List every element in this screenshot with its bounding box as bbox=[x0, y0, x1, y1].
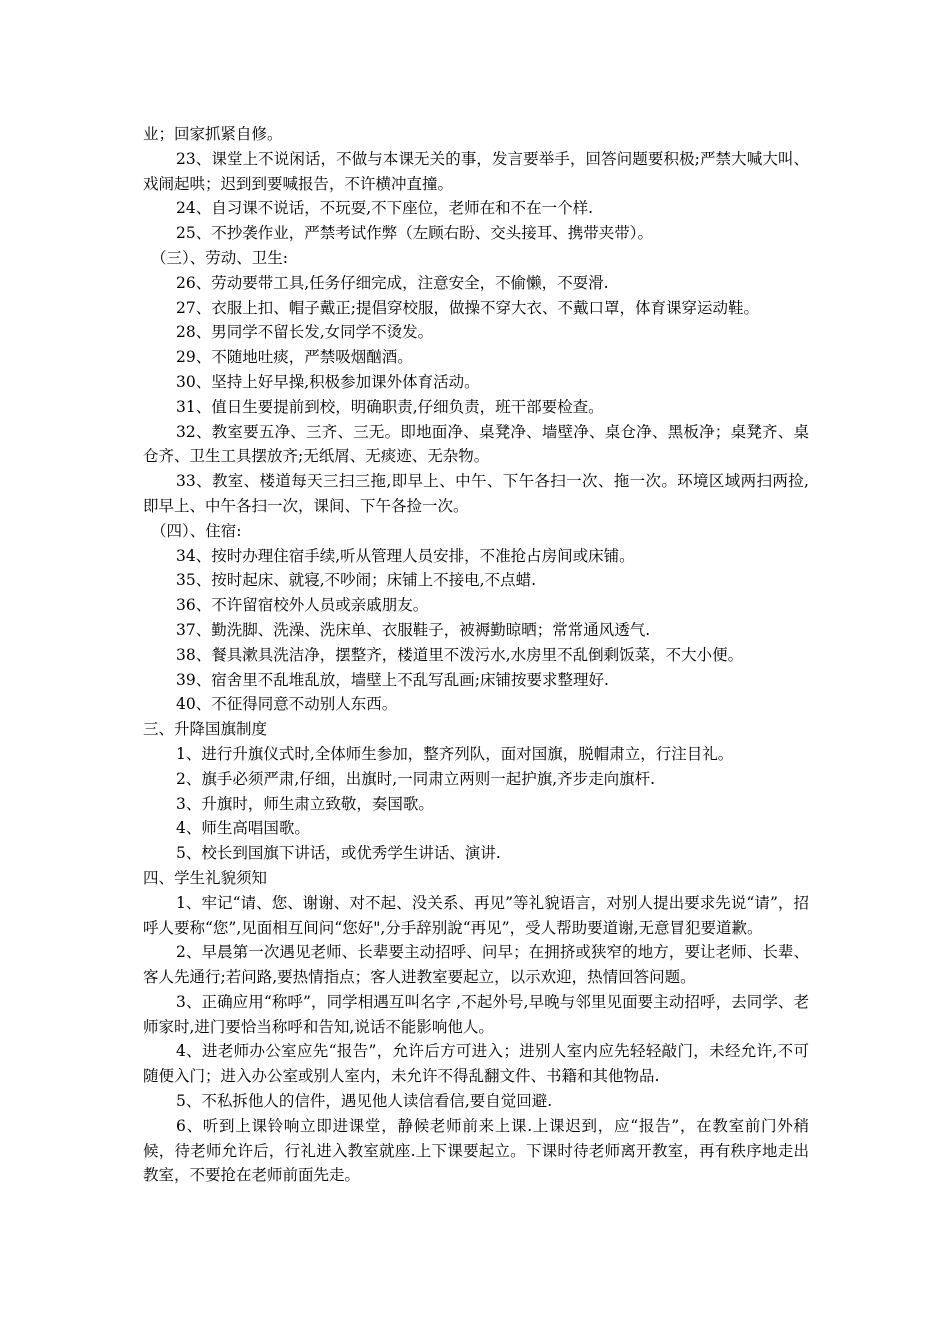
rule-paragraph: 24、自习课不说话，不玩耍,不下座位，老师在和不在一个样. bbox=[176, 199, 594, 218]
rule-paragraph: 38、餐具漱具洗洁净，摆整齐，楼道里不泼污水,水房里不乱倒剩饭菜，不大小便。 bbox=[176, 645, 744, 664]
rule-paragraph: 1、牢记“请、您、谢谢、对不起、没关系、再见”等礼貌语言，对别人提出要求先说“请”，招呼人要称“您”,见面相互间问“您好",分手辞别說“再见”，受人帮助要道谢,无意冒犯要道歉。 bbox=[143, 893, 809, 937]
rule-paragraph: 34、按时办理住宿手续,听从管理人员安排，不准抢占房间或床铺。 bbox=[176, 546, 635, 565]
rule-paragraph: 35、按时起床、就寝,不吵闹；床铺上不接电,不点蜡. bbox=[176, 571, 537, 590]
rule-paragraph: 27、衣服上扣、帽子戴正;提倡穿校服，做操不穿大衣、不戴口罩，体育课穿运动鞋。 bbox=[176, 298, 759, 317]
rule-paragraph: 4、师生高唱国歌。 bbox=[176, 819, 310, 838]
rule-paragraph: 25、不抄袭作业，严禁考试作弊（左顾右盼、交头接耳、携带夹带）。 bbox=[176, 224, 653, 243]
rule-paragraph: 5、校长到国旗下讲话，或优秀学生讲话、演讲. bbox=[176, 844, 501, 863]
subsection-heading: （四）、住宿: bbox=[151, 521, 242, 540]
rule-paragraph: 4、进老师办公室应先“报告”，允许后方可进入；进别人室内应先轻轻敲门，未经允许,不可随便入门；进入办公室或别人室内，未允许不得乱翻文件、书籍和其他物品. bbox=[143, 1042, 809, 1086]
subsection-heading: （三）、劳动、卫生: bbox=[151, 248, 288, 267]
rule-paragraph: 33、教室、楼道每天三扫三拖,即早上、中午、下午各扫一次、拖一次。环境区域两扫两捡,即早上、中午各扫一次，课间、下午各捡一次。 bbox=[143, 472, 809, 515]
rule-paragraph: 32、教室要五净、三齐、三无。即地面净、桌凳净、墙壁净、桌仓净、黑板净；桌凳齐、桌仓齐、卫生工具摆放齐;无纸屑、无痰迹、无杂物。 bbox=[143, 422, 809, 466]
rule-paragraph: 28、男同学不留长发,女同学不烫发。 bbox=[176, 323, 434, 342]
rule-paragraph: 29、不随地吐痰，严禁吸烟酗酒。 bbox=[176, 348, 413, 367]
rule-paragraph: 2、旗手必须严肃,仔细，出旗时,一同肃立两则一起护旗,齐步走向旗杆. bbox=[176, 769, 656, 788]
rule-paragraph: 2、早晨第一次遇见老师、长辈要主动招呼、问早；在拥挤或狭窄的地方，要让老师、长辈、客人先通行;若问路,要热情指点；客人进教室要起立，以示欢迎，热情回答问题。 bbox=[143, 943, 809, 987]
rule-paragraph: 40、不征得同意不动别人东西。 bbox=[176, 695, 398, 714]
rule-paragraph: 31、值日生要提前到校，明确职责,仔细负责，班干部要检查。 bbox=[176, 397, 604, 416]
document-body bbox=[143, 122, 809, 1188]
rule-paragraph: 5、不私拆他人的信件，遇见他人读信看信,要自觉回避. bbox=[176, 1092, 553, 1111]
section-text: 四、学生礼貌须知 bbox=[143, 868, 268, 887]
section-text: 三、升降国旗制度 bbox=[143, 720, 268, 739]
rule-paragraph: 39、宿舍里不乱堆乱放，墙壁上不乱写乱画;床铺按要求整理好. bbox=[176, 670, 609, 689]
rule-paragraph: 6、听到上课铃响立即进课堂，静候老师前来上课.上课迟到，应“报告”，在教室前门外稍候，待老师允许后，行礼进入教室就座.上下课要起立。下课时待老师离开教室，再有秩序地走出教室，不要抢在老师前面先走。 bbox=[143, 1116, 809, 1185]
rule-paragraph: 3、升旗时，师生肃立致敬，奏国歌。 bbox=[176, 794, 434, 813]
rule-paragraph: 26、劳动要带工具,任务仔细完成，注意安全，不偷懒，不耍滑. bbox=[176, 273, 609, 292]
rule-paragraph: 1、进行升旗仪式时,全体师生参加，整齐列队，面对国旗，脱帽肃立，行注目礼。 bbox=[176, 744, 734, 763]
rule-paragraph: 37、勤洗脚、洗澡、洗床单、衣服鞋子，被褥勤晾晒；常常通风透气. bbox=[176, 620, 651, 639]
rule-paragraph: 23、课堂上不说闲话，不做与本课无关的事，发言要举手，回答问题要积极;严禁大喊大叫、戏闹起哄；迟到到要喊报告，不许横冲直撞。 bbox=[143, 149, 809, 193]
rule-paragraph: 3、正确应用“称呼”，同学相遇互叫名字 ,不起外号,早晚与邻里见面要主动招呼，去同学、老师家时,进门要恰当称呼和告知,说话不能影响他人。 bbox=[143, 992, 809, 1036]
rule-paragraph: 30、坚持上好早操,积极参加课外体育活动。 bbox=[176, 372, 480, 391]
section-text: 业；回家抓紧自修。 bbox=[143, 125, 283, 143]
rule-paragraph: 36、不许留宿校外人员或亲戚朋友。 bbox=[176, 596, 429, 615]
